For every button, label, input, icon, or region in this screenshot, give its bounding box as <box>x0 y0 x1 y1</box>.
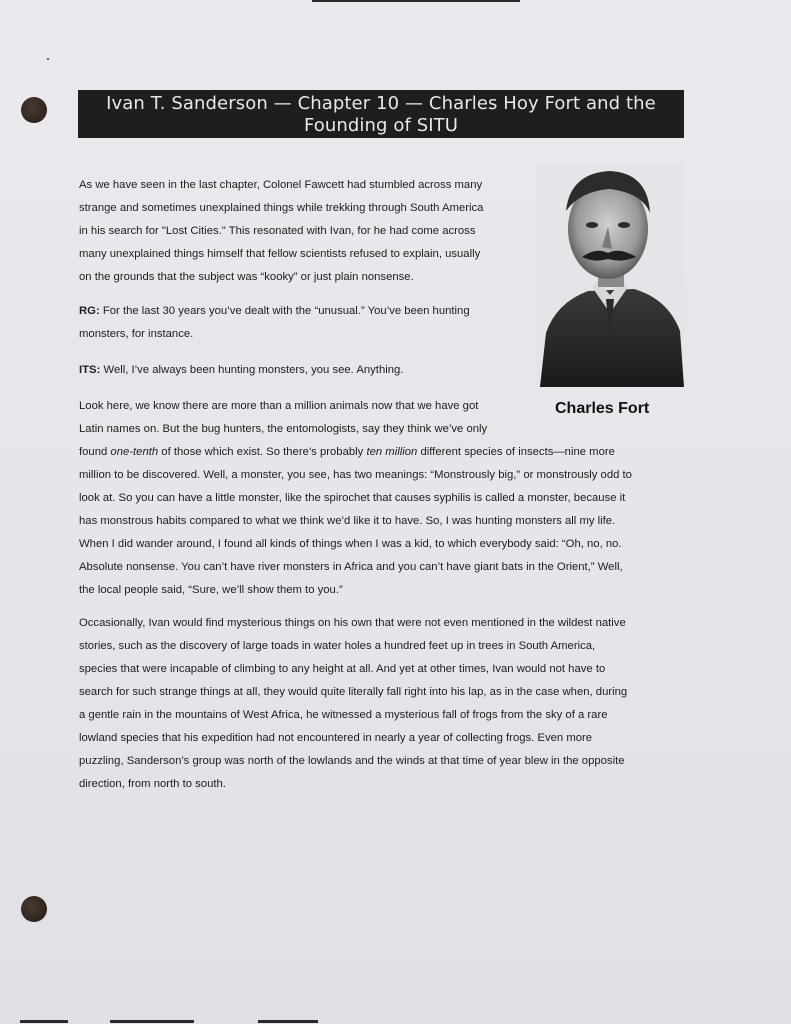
text-line: Latin names on. But the bug hunters, the entomologists, say they think we’ve only <box>79 423 488 435</box>
speaker-label-its: ITS: <box>79 364 101 376</box>
top-divider <box>312 0 520 2</box>
text-line: Absolute nonsense. You can’t have river monsters in Africa and you can’t have giant bats in the Orient,” Well, <box>79 561 623 573</box>
paragraph-rg-question <box>79 300 529 346</box>
text-line: strange and sometimes unexplained things while trekking through South America <box>79 202 484 214</box>
text-line: the local people said, “Sure, we’ll show them to you.” <box>79 584 343 596</box>
text-line: on the grounds that the subject was “kooky” or just plain nonsense. <box>79 271 414 283</box>
bottom-edge-marks <box>0 1020 791 1024</box>
binder-hole-bottom <box>21 896 47 922</box>
paragraph-its-answer <box>79 359 529 382</box>
chapter-title <box>78 90 684 138</box>
text-segment: Well, I’ve always been hunting monsters, you see. Anything. <box>100 364 404 376</box>
text-line <box>79 359 529 382</box>
paragraph-occasionally <box>79 612 689 796</box>
text-line: million to be discovered. Well, a monster, you see, has two meanings: “Monstrously big,” or monstrously odd to <box>79 469 632 481</box>
paragraph-intro <box>79 174 529 289</box>
text-line: search for such strange things at all, they would quite literally fall right into his lap, as in the case when, during <box>79 686 628 698</box>
text-line: look at. So you can have a little monster, like the spirochet that causes syphilis is called a monster, because it <box>79 492 626 504</box>
text-segment: For the last 30 years you’ve dealt with the “unusual.” You’ve been hunting <box>99 305 470 317</box>
text-segment: different species of insects—nine more <box>417 446 615 458</box>
binder-hole-top <box>21 97 47 123</box>
text-segment: found <box>79 446 111 458</box>
chapter-title-line-2: Founding of SITU <box>303 115 459 136</box>
text-line <box>79 300 529 323</box>
text-line: Occasionally, Ivan would find mysterious things on his own that were not even mentioned in the wildest native <box>79 617 626 629</box>
chapter-title-line-1: Ivan T. Sanderson — Chapter 10 — Charles Hoy Fort and the <box>106 93 656 114</box>
text-line: When I did wander around, I found all kinds of things when I was a kid, to which everybody said: “Oh, no, no. <box>79 538 622 550</box>
portrait-caption: Charles Fort <box>555 400 650 417</box>
text-line: monsters, for instance. <box>79 328 194 340</box>
text-line <box>79 441 689 464</box>
text-line: lowland species that his expedition had not encountered in nearly a year of collecting frogs. Even more <box>79 732 593 744</box>
text-segment: of those which exist. So there’s probably <box>158 446 367 458</box>
emphasis-one-tenth: one-tenth <box>110 446 159 458</box>
text-line: Look here, we know there are more than a million animals now that we have got <box>79 400 479 412</box>
text-line: a gentle rain in the mountains of West Africa, he witnessed a mysterious fall of frogs from the sky of a rare <box>79 709 608 721</box>
text-line: puzzling, Sanderson’s group was north of the lowlands and the winds at that time of year blew in the opposite <box>79 755 625 767</box>
speaker-label-rg: RG: <box>79 305 100 317</box>
text-line: direction, from north to south. <box>79 778 226 790</box>
charles-fort-portrait <box>536 163 684 387</box>
paragraph-monsters <box>79 395 689 602</box>
text-line: has monstrous habits compared to what we think we’d like it to have. So, I was hunting monsters all my life. <box>79 515 616 527</box>
text-line: species that were incapable of climbing to any height at all. And yet at other times, Ivan would not have to <box>79 663 606 675</box>
emphasis-ten-million: ten million <box>366 446 418 458</box>
text-line: stories, such as the discovery of large toads in water holes a hundred feet up in trees in South America, <box>79 640 596 652</box>
text-line: in his search for "Lost Cities." This resonated with Ivan, for he had come across <box>79 225 476 237</box>
text-line: many unexplained things himself that fellow scientists refused to explain, usually <box>79 248 481 260</box>
text-line: As we have seen in the last chapter, Colonel Fawcett had stumbled across many <box>79 179 483 191</box>
paper-speck <box>47 58 49 60</box>
